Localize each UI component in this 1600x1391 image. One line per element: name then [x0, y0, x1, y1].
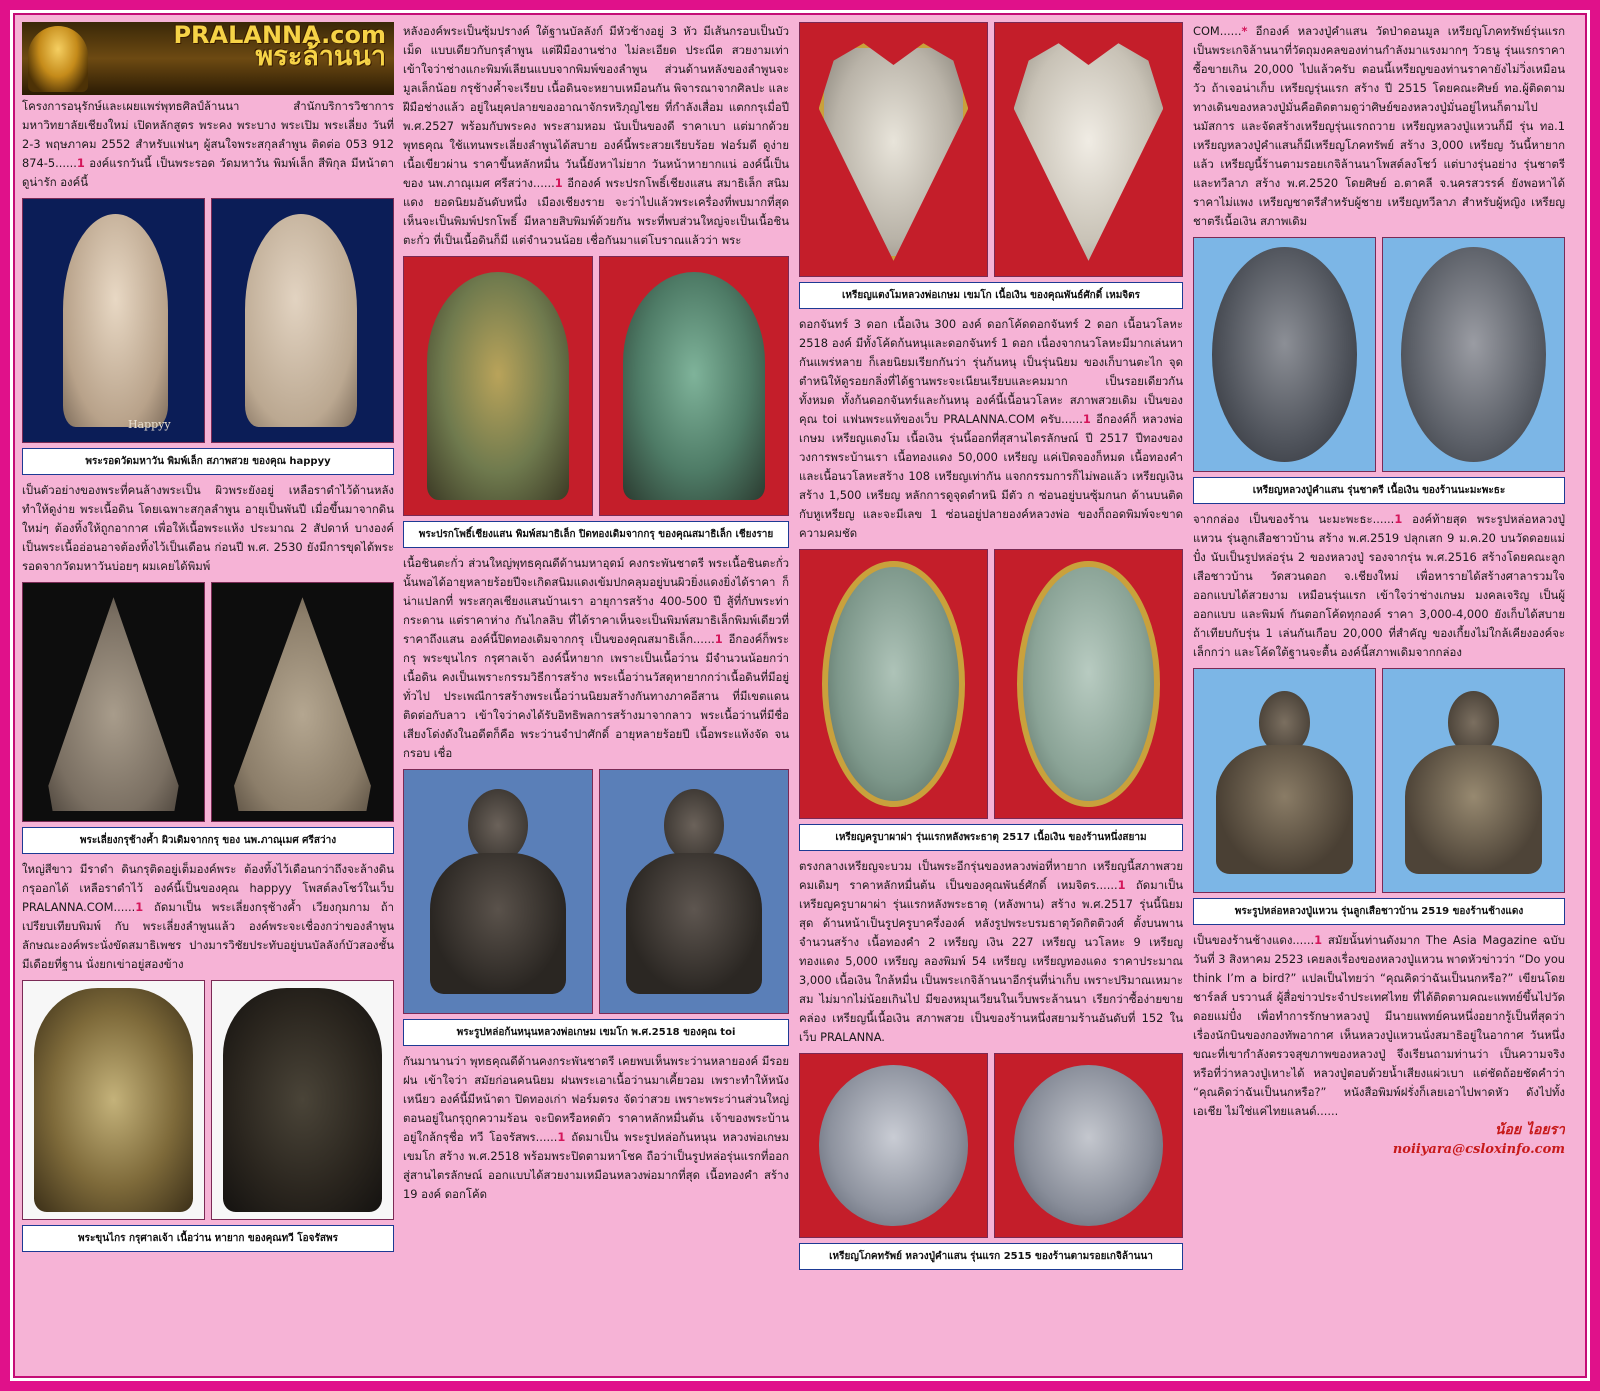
coin-back-image: [994, 1053, 1183, 1238]
photo-watermark: Happyy: [127, 418, 171, 431]
paragraph: ตรงกลางเหรียญจะบวม เป็นพระอีกรุ่นของหลวงพ่อที่หายาก เหรียญนี้สภาพสวยคมเดิมๆ ราคาหลักหมื่นต้น เป็นของคุณพันธ์ศักดิ์ เหมจิตร......1 ถัดมาเป็น เหรียญครูบาผาผ่า รุ่นแรกหลังพระธาตุ (หลังพาน) สร้าง พ.ศ.2517 รุ่นนี้นิยมสุด ด้านหน้าเป็นรูปครูบาครึ่งองค์ หลังรูปพระบรมธาตุวัดกิตติวงศ์ ตั้งบนพาน จำนวนสร้าง เนื้อทองคำ 2 เหรียญ เงิน 227 เหรียญ นวโลหะ 9 เหรียญ ทองแดง 5,000 เหรียญ ลองพิมพ์ 54 เหรียญ เหรียญทองแดง ราคาประมาณ 3,000 เนื้อเงิน ใกล้หมื่น เป็นพระเกจิล้านนาอีกรุ่นที่น่าเก็บ เพราะปริมาณเหมาะสม ไม่มากไม่น้อยเกินไป มีของหมุนเวียนในเว็บพระล้านนา เรียกว่าซื้อง่ายขายคล่อง เหรียญนี้เนื้อเงิน สภาพสวย เป็นของร้านหนึ่งสยามร้านอันดับที่ 152 ในเว็บ PRALANNA.: [799, 859, 1183, 1044]
coin-back-image: [994, 549, 1183, 819]
photo-caption: พระปรกโพธิ์เชียงแสน พิมพ์สมาธิเล็ก ปิดทองเดิมจากกรุ ของคุณสมาธิเล็ก เชียงราย: [403, 521, 789, 548]
photo-caption: เหรียญครูบาผาผ่า รุ่นแรกหลังพระธาตุ 2517 เนื้อเงิน ของร้านหนึ่งสยาม: [799, 824, 1183, 851]
photo-kasem-statue: [403, 769, 789, 1014]
photo-caption: พระรอดวัดมหาวัน พิมพ์เล็ก สภาพสวย ของคุณ happyy: [22, 448, 394, 475]
author-email[interactable]: noiiyara@csloxinfo.com: [1392, 1142, 1565, 1157]
photo-caption: เหรียญโภคทรัพย์ หลวงปู่คำแสน รุ่นแรก 2515 ของร้านตามรอยเกจิล้านนา: [799, 1243, 1183, 1270]
logo-th: พระล้านนา: [255, 41, 386, 72]
photo-caption: พระรูปหล่อหลวงปู่แหวน รุ่นลูกเสือชาวบ้าน 2519 ของร้านช้างแดง: [1193, 898, 1565, 925]
photo-caption: พระเลี่ยงกรุช้างค้ำ ผิวเดิมจากกรุ ของ นพ.ภาณุเมศ ศรีสว่าง: [22, 827, 394, 854]
column-1: [22, 22, 394, 1369]
coin-front-image: [799, 1053, 988, 1238]
column-4: [1193, 22, 1565, 1369]
column-2: [403, 22, 789, 1369]
photo-taengmo-coin: [799, 22, 1183, 277]
photo-phokasap-coin: [799, 1053, 1183, 1238]
amulet-back-image: [211, 582, 394, 822]
column-3: [799, 22, 1183, 1369]
statue-front-image: [1193, 668, 1376, 893]
amulet-front-image: [22, 980, 205, 1220]
photo-caption: พระรูปหล่อก้นหนุนหลวงพ่อเกษม เขมโก พ.ศ.2518 ของคุณ toi: [403, 1019, 789, 1046]
paragraph: โครงการอนุรักษ์และเผยแพร่พุทธศิลป์ล้านนา สำนักบริการวิชาการ มหาวิทยาลัยเชียงใหม่ เปิดหลักสูตร พระคง พระบาง พระเปิม พระเลี่ยง วันที่ 2-3 พฤษภาคม 2552 สำหรับแฟนๆ ผู้สนใจพระสกุลลำพูน ติดต่อ 053 912 874-5......1 องค์แรกวันนี้ เป็นพระรอด วัดมหาวัน พิมพ์เล็ก สีพิกุล มีหน้าตา ดูน่ารัก องค์นี้: [22, 99, 394, 189]
author-name: น้อย ไอยรา: [1494, 1122, 1565, 1138]
paragraph: เป็นตัวอย่างของพระที่คนล้างพระเป็น ผิวพระยังอยู่ เหลือราดำไว้ด้านหลัง ทำให้ดูง่าย พระเนื้อดิน โดยเฉพาะสกุลลำพูน อายุเป็นพันปี เมื่อขึ้นมาจากดินใหม่ๆ ต้องทิ้งให้ถูกอากาศ เพื่อให้เนื้อพระแห้ง ประมาณ 2 สัปดาห์ บางองค์เป็นพระเนื้ออ่อนอาจต้องทิ้งไว้เป็นเดือน ก่อนปี พ.ศ. 2530 ยังมีการขุดได้พระรอดจากวัดมหาวันบ่อยๆ ผมเคยได้พิมพ์: [22, 483, 394, 573]
coin-front-image: [799, 22, 988, 277]
paragraph: เนื้อชินตะกั่ว ส่วนใหญ่พุทธคุณดีด้านมหาอุดม์ คงกระพันชาตรี พระเนื้อชินตะกั่วนั้นพอได้อายุหลายร้อยปีจะเกิดสนิมแดงเข้มปกคลุมอยู่บนผิวยิ่งแดงยิ่งได้ราคา ก็น่าแปลกที่ พระสกุลเชียงแสนบ้านเรา อายุการสร้าง 400-500 ปี สู้ที่กับพระท่ากระดาน แต่ราคาห่าง กันไกลลิบ ที่ได้ราคาเห็นจะเป็นพิมพ์สมาธิเล็กพิมพ์เดียวที่ราคาถึงแสน องค์นี้ปิดทองเดิมจากกรุ เป็นของคุณสมาธิเล็ก......1 อีกองค์ก็พระกรุ พระขุนไกร กรุศาลเจ้า องค์นี้หายาก เพราะเป็นเนื้อว่าน มีจำนวนน้อยกว่าเนื้อดิน คงเป็นเพราะกรรมวิธีการสร้าง พระเนื้อว่านวัสดุหายากกว่าเนื้อดินที่มีอยู่ทั่วไป ประเพณีการสร้างพระเนื้อว่านนิยมสร้างกันทางภาคอีสาน ที่มีเขตแดนติดต่อกับลาว เข้าใจว่าคงได้รับอิทธิพลการสร้างมาจากลาว พระเนื้อว่านที่มีชื่อเสียงโด่งดังในอดีตก็คือ พระว่านจำปาศักดิ์ อายุหลายร้อยปี เนื้อพระแห้งจัด จนกรอบ เชื่อ: [403, 556, 789, 760]
paragraph: ดอกจันทร์ 3 ดอก เนื้อเงิน 300 องค์ ดอกโค้ดดอกจันทร์ 2 ดอก เนื้อนวโลหะ 2518 องค์ มีทั้งโค้ดก้นหนุและดอกจันทร์ 1 ดอก เนื่องจากนวโลหะมีมากเล่นหากันแพร่หลาย ก็เลยนิยมเรียกกันว่า รุ่นก้นหนุ เป็นรุ่นนิยม ของเก็บานตะไก จุดตำหนิให้ดูรอยกลิ่งที่ได้ฐานพระจะเนียนเรียบและคมมาก เป็นรอยเดียวกันทั้งหมด ทั้งก้นดอกจันทร์และก้นหนุ องค์นี้เนื้อนวโลหะ สภาพสวยเดิม เป็นของคุณ toi แฟนพระแท้ของเว็บ PRALANNA.COM ครับ......1 อีกองค์ก็ หลวงพ่อเกษม เหรียญแตงโม เนื้อเงิน รุ่นนี้ออกที่สุสานไตรลักษณ์ ปี 2517 ปีทองของวงการพระบ้านเรา เนื้อทองแดง 50,000 เหรียญ แค่เปิดจองก็หมด เนื้อทองคำและเนื้อนวโลหะสร้าง 108 เหรียญเท่ากัน แจกกรรมการก็ไม่พอแล้ว เหรียญเงินสร้าง 1,500 เหรียญ หลักการดูจุดตำหนิ มีตัว ก ซ่อนอยู่บนซุ้มกนก ด้านบนติดกับหูเหรียญ และจะมีเลข 1 ซ่อนอยู่ปลายองค์หลวงพ่อ ของก็ถอดพิมพ์จะขาดความคมชัด: [799, 317, 1183, 540]
paragraph: หลังองค์พระเป็นซุ้มปรางค์ ใต้ฐานบัลลังก์ มีหัวช้างอยู่ 3 หัว มีเส้นกรอบเป็นบัวเม็ด แบบเดียวกับกรุลำพูน แต่ฝีมืองานช่าง ไม่ละเอียด ประณีต สวยงามเท่า เข้าใจว่าช่างแกะพิมพ์เลียนแบบจากพิมพ์ของลำพูน ส่วนด้านหลังของลำพูนจะมูลเล็กน้อย กรุช้างค้ำจะเรียบ เนื้อดินจะหยาบเหมือนกัน พิจารณาจากศิลปะ และฝีมือช่างแล้ว อยู่ในยุคปลายของอาณาจักรหริภุญไชย ที่กำลังเสื่อม แตกกรุเมื่อปี พ.ศ.2527 พร้อมกับพระคง พระสามหอม นับเป็นของดี ราคาเบา แต่มากด้วยพุทธคุณ ใช้แทนพระเลี่ยงลำพูนได้สบาย องค์นี้พระสวยเรียบร้อย ฟอร์มดี ดูง่าย เนื้อเขียวผ่าน ราคาขึ้นหลักหมื่น วันนี้ยังหาไม่ยาก วันหน้าหายากแน่ องค์นี้เป็นของ นพ.ภาณุเมศ ศรีสว่าง......1 อีกองค์ พระปรกโพธิ์เชียงแสน สมาธิเล็ก สนิมแดง ยอดนิยมอันดับหนึ่ง เมืองเชียงราย จะว่าไปแล้วพระเครื่องที่พบมากที่สุดเห็นจะเป็นพิมพ์ปรกโพธิ์ มีหลายสิบพิมพ์ด้วยกัน พระที่พบส่วนใหญ่จะเป็นเนื้อชินตะกั่ว ที่เป็นเนื้อดินก็มี แต่จำนวนน้อย เชื่อกันมาแต่โบราณแล้วว่า พระ: [403, 24, 789, 247]
paragraph: กันมานานว่า พุทธคุณดีด้านคงกระพันชาตรี เคยพบเห็นพระว่านหลายองค์ มีรอยฝน เข้าใจว่า สมัยก่อนคนนิยม ฝนพระเอาเนื้อว่านมาเคี้ยวอม เพราะทำให้หนังเหนียว องค์นี้มีหน้าตา ปิดทองเก่า ฟอร์มตรง จัดว่าสวย เพราะพระว่านส่วนใหญ่ตอนอยู่ในกรุถูกความร้อน จะบิดหรือหดตัว ราคาหลักหมื่นต้น เจ้าของพระบ้านอยู่ใกล้กรุชื่อ ทวี โอจรัสพร......1 ถัดมาเป็น พระรูปหล่อก้นหนุน หลวงพ่อเกษม เขมโก สร้าง พ.ศ.2518 พร้อมพระปิดตามหาโชค ถือว่าเป็นรูปหล่อรุ่นแรกที่ออกสู่สานไตรลักษณ์ ออกแบบได้สวยงามเหมือนหลวงพ่อมากที่สุด เนื้อทองคำ สร้าง 19 องค์ ดอกโค้ด: [403, 1054, 789, 1201]
photo-phra-rod: [22, 198, 394, 443]
coin-front-image: [799, 549, 988, 819]
logo-text: [173, 22, 386, 72]
amulet-back-image: [599, 256, 789, 516]
coin-back-image: [1382, 237, 1565, 472]
photo-caption: พระขุนไกร กรุศาลเจ้า เนื้อว่าน หายาก ของคุณทวี โอจรัสพร: [22, 1225, 394, 1252]
amulet-front-image: [22, 582, 205, 822]
photo-phra-liang: [22, 582, 394, 822]
statue-back-image: [599, 769, 789, 1014]
photo-caption: เหรียญหลวงปู่คำแสน รุ่นชาตรี เนื้อเงิน ของร้านนะมะพะธะ: [1193, 477, 1565, 504]
photo-caption: เหรียญแตงโมหลวงพ่อเกษม เขมโก เนื้อเงิน ของคุณพันธ์ศักดิ์ เหมจิตร: [799, 282, 1183, 309]
photo-prok-pho: [403, 256, 789, 516]
logo-en: PRALANNA.com: [173, 22, 386, 49]
golden-buddha-icon: [28, 26, 88, 92]
coin-back-image: [994, 22, 1183, 277]
photo-kamsaen-coin: [1193, 237, 1565, 472]
statue-front-image: [403, 769, 593, 1014]
paragraph: เป็นของร้านช้างแดง......1 สมัยนั้นท่านดังมาก The Asia Magazine ฉบับวันที่ 3 สิงหาคม 2523 เคยลงเรื่องของหลวงปู่แหวน พาดหัวข่าวว่า “Do you think I’m a bird?” แปลเป็นไทยว่า “คุณคิดว่าฉันเป็นนกหรือ?” เขียนโดย ชาร์ลส์ บรวานส์ ผู้สื่อข่าวประจำประเทศไทย ที่ได้ติดตามคณะแพทย์ขึ้นไปวัดดอยแม่ปั๋ง เพื่อทำการรักษาหลวงปู่ มีนายแพทย์คนหนึ่งอยากรู้เป็นที่สุดว่า เรื่องนักบินของกองทัพอากาศ เห็นหลวงปู่แหวนนั่งสมาธิอยู่ในอากาศ วันหนึ่งขณะที่เขากำลังตรวจสุขภาพของหลวงปู่ จึงเรียนถามท่านว่า เป็นความจริงหรือที่ว่าหลวงปู่เหาะได้ หลวงปู่ตอบด้วยน้ำเสียงแผ่วเบา แต่ชัดถ้อยชัดคำว่า “คุณคิดว่าฉันเป็นนกหรือ?” หนังสือพิมพ์ฝรั่งก็เลยเอาไปพาดหัว ดังไปทั้งเอเชีย ไม่ใช่แค่ไทยแลนด์......: [1193, 933, 1565, 1118]
photo-khun-krai: [22, 980, 394, 1220]
amulet-back-image: [211, 198, 394, 443]
amulet-front-image: [22, 198, 205, 443]
paragraph: ใหญ่สีขาว มีราดำ ดินกรุติดอยู่เต็มองค์พระ ต้องทิ้งไว้เดือนกว่าถึงจะล้างดินกรุออกได้ เหลือราดำไว้ องค์นี้เป็นของคุณ happyy โพสต์ลงโชว์ในเว็บ PRALANNA.COM......1 ถัดมาเป็น พระเลี่ยงกรุช้างค้ำ เวียงกุมกาม ถ้าเปรียบเทียบพิมพ์ กับ พระเลี่ยงลำพูนแล้ว องค์พระจะเชื่องกว่าของลำพูน ลักษณะองค์พระนั่งขัดสมาธิเพชร ปางมารวิชัยประทับอยู่บนบัลลังก์บัวสองชั้นมีเดือยที่ฐาน นั่งยกเข่าอยู่สองข้าง: [22, 862, 394, 971]
photo-khruba-coin: [799, 549, 1183, 819]
author-signature: [1193, 1121, 1565, 1159]
statue-back-image: [1382, 668, 1565, 893]
paragraph: จากกล่อง เป็นของร้าน นะมะพะธะ......1 องค์ท้ายสุด พระรูปหล่อหลวงปู่แหวน รุ่นลูกเสือชาวบ้าน สร้าง พ.ศ.2519 ปลุกเสก 9 ม.ค.20 บนวัดดอยแม่ปั๋ง นับเป็นรูปหล่อรุ่น 2 ของหลวงปู่ รองจากรุ่น พ.ศ.2516 สร้างโดยคณะลูกเสือชาวบ้าน วัดสวนดอก จ.เชียงใหม่ เพื่อหารายได้สร้างศาลารวมใจ ออกแบบได้สวยงาม เหมือนรุ่นแรก เข้าใจว่าช่างเกษม มงคลเจริญ เป็นผู้ออกแบบ และพิมพ์ กันตอกโค้ดทุกองค์ ราคา 3,000-4,000 ยังเก็บได้สบาย ถ้าเทียบกับรุ่น 1 เล่นกันเกือบ 20,000 ที่สำคัญ ของเกี้ยงไม่ใกล้เคียงองค์จะเล็กกว่า และโค้ดใต้ฐานจะตื้น องค์นี้สภาพเดิมจากกล่อง: [1193, 512, 1565, 659]
coin-front-image: [1193, 237, 1376, 472]
photo-waen-statue: [1193, 668, 1565, 893]
paragraph: COM......* อีกองค์ หลวงปู่คำแสน วัดป่าดอนมูล เหรียญโภคทรัพย์รุ่นแรก เป็นพระเกจิล้านนาที่วัตถุมงคลของท่านกำลังมาแรงมากๆ วัวธนู รุ่นแรกราคาซื้อขายเกิน 20,000 ไปแล้วครับ ตอนนี้เหรียญของท่านราคายังไม่วิ่งเหมือนวัว ถ้าเจอน่าเก็บ เหรียญรุ่นแรก สร้าง ปี 2515 โดยคณะศิษย์ ทอ.ผู้ติดตามทางเดินของหลวงปู่มั่นคือติดตามดูว่าศิษย์ของหลวงปู่มั่นอยู่ไหนก็ตามไปนมัสการ และจัดสร้างเหรียญรุ่นแรกถวาย เหรียญหลวงปู่แหวนก็มี รุ่น ทอ.1 เหรียญหลวงปู่คำแสนก็มีเหรียญโภคทรัพย์ สร้าง 3,000 เหรียญ วันนี้หายากแล้ว เหรียญนี้ร้านตามรอยเกจิล้านนาโพสต์ลงโชว์ แต่บางรุ่นอย่าง รุ่นชาตรีและทวีลาภ สร้าง พ.ศ.2520 โดยศิษย์ อ.ตาคลี จ.นครสวรรค์ ยังพอหาได้ ราคาไม่แพง เหรียญชาตรีสำหรับผู้ชาย เหรียญทวีลาภ สำหรับผู้หญิง เหรียญชาตรีเนื้อเงิน สภาพเดิม: [1193, 24, 1565, 228]
amulet-front-image: [403, 256, 593, 516]
amulet-back-image: [211, 980, 394, 1220]
pralanna-logo[interactable]: [22, 22, 394, 95]
